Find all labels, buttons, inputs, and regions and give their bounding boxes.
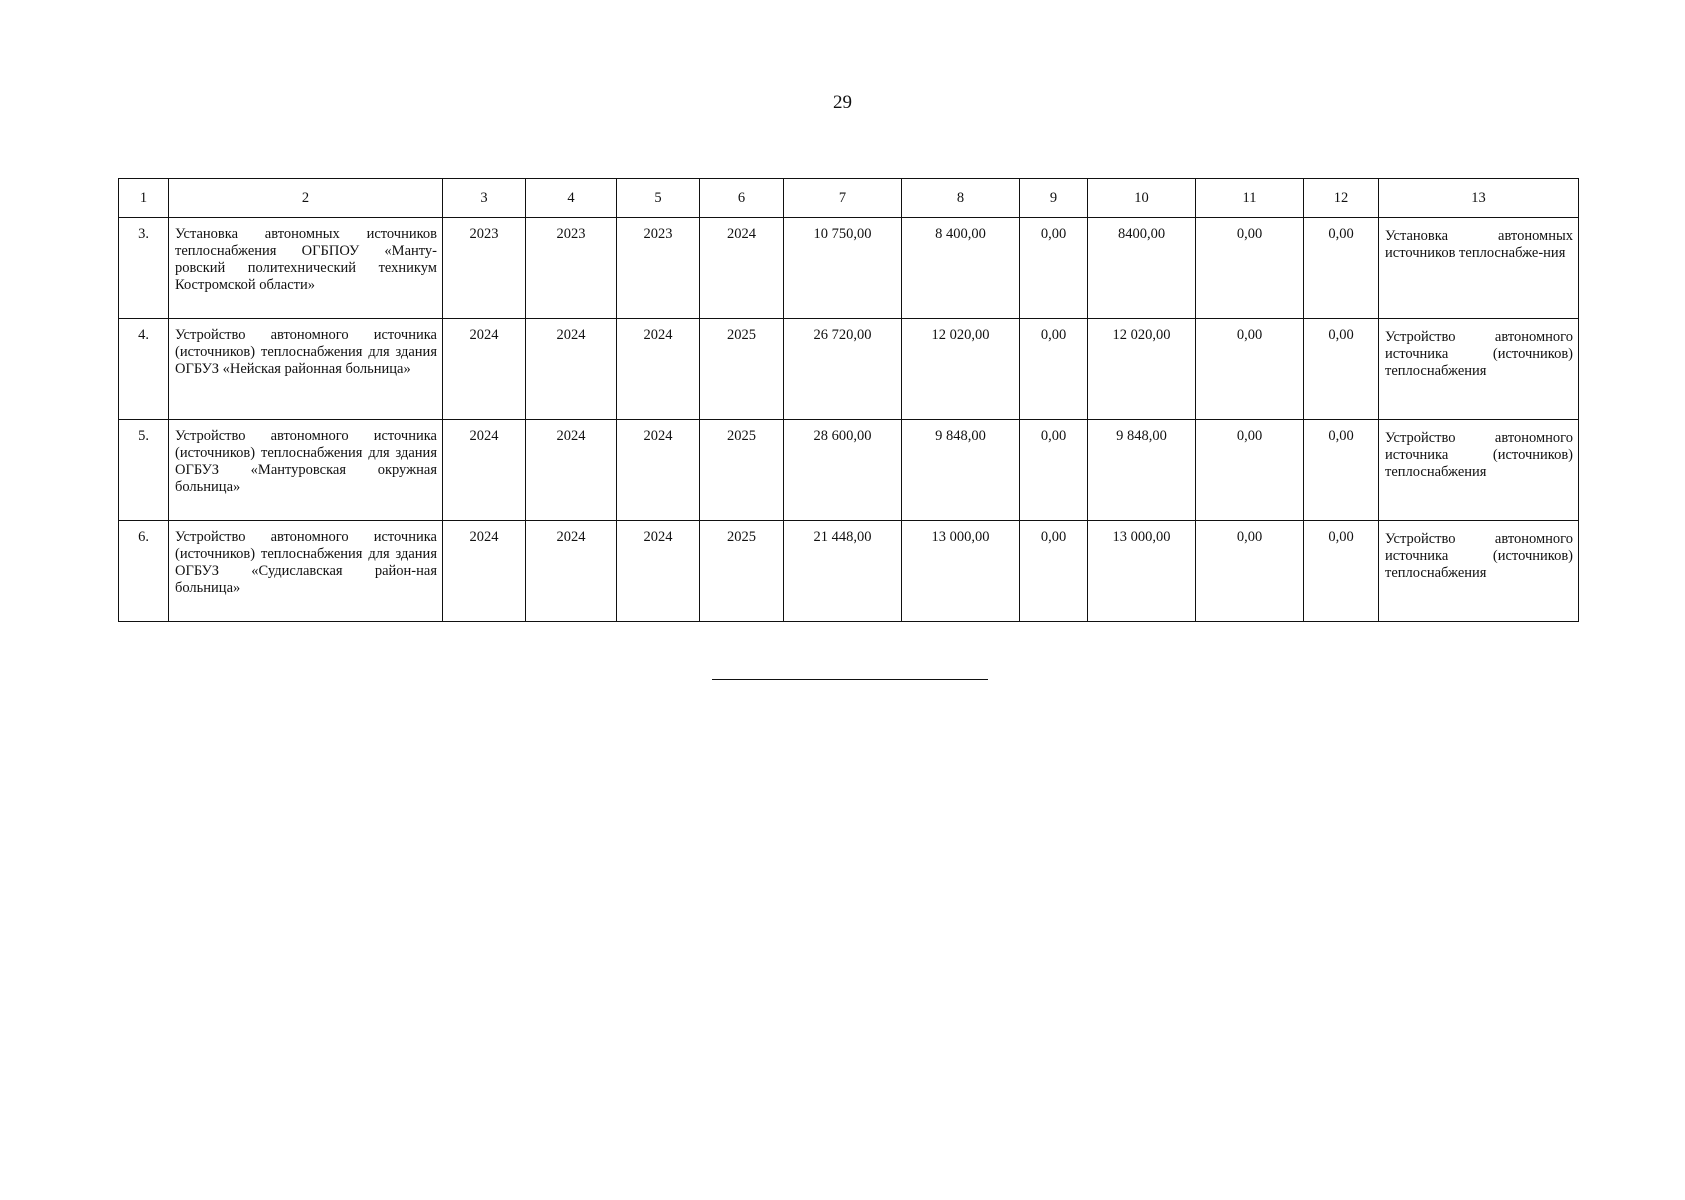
row-note: Установка автономных источников теплоснабже-ния	[1379, 218, 1579, 319]
row-description: Устройство автономного источника (источников) теплоснабжения для здания ОГБУЗ «Нейская районная больница»	[169, 319, 443, 420]
row-number: 4.	[119, 319, 169, 420]
cell-col-7: 10 750,00	[784, 218, 902, 319]
cell-col-10: 9 848,00	[1088, 420, 1196, 521]
cell-col-6: 2025	[700, 319, 784, 420]
cell-col-5: 2023	[617, 218, 700, 319]
cell-col-12: 0,00	[1304, 218, 1379, 319]
cell-col-6: 2025	[700, 521, 784, 622]
cell-col-8: 12 020,00	[902, 319, 1020, 420]
data-table	[118, 178, 1579, 622]
cell-col-9: 0,00	[1020, 218, 1088, 319]
cell-col-12: 0,00	[1304, 319, 1379, 420]
end-rule	[712, 679, 988, 680]
cell-col-9: 0,00	[1020, 521, 1088, 622]
header-cell: 9	[1020, 179, 1088, 218]
cell-col-5: 2024	[617, 521, 700, 622]
row-description: Устройство автономного источника (источников) теплоснабжения для здания ОГБУЗ «Мантуровская окружная больница»	[169, 420, 443, 521]
cell-col-11: 0,00	[1196, 420, 1304, 521]
row-number: 3.	[119, 218, 169, 319]
cell-col-4: 2024	[526, 319, 617, 420]
header-cell: 4	[526, 179, 617, 218]
row-number: 5.	[119, 420, 169, 521]
row-description: Устройство автономного источника (источников) теплоснабжения для здания ОГБУЗ «Судиславская район-ная больница»	[169, 521, 443, 622]
cell-col-7: 26 720,00	[784, 319, 902, 420]
cell-col-3: 2024	[443, 319, 526, 420]
header-cell: 12	[1304, 179, 1379, 218]
cell-col-11: 0,00	[1196, 319, 1304, 420]
cell-col-7: 28 600,00	[784, 420, 902, 521]
cell-col-11: 0,00	[1196, 521, 1304, 622]
header-cell: 10	[1088, 179, 1196, 218]
cell-col-9: 0,00	[1020, 420, 1088, 521]
cell-col-5: 2024	[617, 319, 700, 420]
header-cell: 6	[700, 179, 784, 218]
cell-col-3: 2024	[443, 420, 526, 521]
header-cell: 3	[443, 179, 526, 218]
cell-col-8: 8 400,00	[902, 218, 1020, 319]
cell-col-3: 2024	[443, 521, 526, 622]
header-row	[119, 179, 1579, 218]
cell-col-4: 2024	[526, 420, 617, 521]
cell-col-11: 0,00	[1196, 218, 1304, 319]
header-cell: 2	[169, 179, 443, 218]
cell-col-7: 21 448,00	[784, 521, 902, 622]
row-note: Устройство автономного источника (источников) теплоснабжения	[1379, 420, 1579, 521]
header-cell: 11	[1196, 179, 1304, 218]
table-row	[119, 319, 1579, 420]
cell-col-8: 9 848,00	[902, 420, 1020, 521]
table-row	[119, 521, 1579, 622]
cell-col-9: 0,00	[1020, 319, 1088, 420]
cell-col-4: 2024	[526, 521, 617, 622]
cell-col-10: 13 000,00	[1088, 521, 1196, 622]
cell-col-12: 0,00	[1304, 521, 1379, 622]
page-number: 29	[833, 92, 852, 113]
row-note: Устройство автономного источника (источников) теплоснабжения	[1379, 521, 1579, 622]
header-cell: 5	[617, 179, 700, 218]
table-row	[119, 218, 1579, 319]
header-cell: 13	[1379, 179, 1579, 218]
header-cell: 8	[902, 179, 1020, 218]
cell-col-6: 2025	[700, 420, 784, 521]
cell-col-10: 8400,00	[1088, 218, 1196, 319]
cell-col-4: 2023	[526, 218, 617, 319]
cell-col-5: 2024	[617, 420, 700, 521]
cell-col-8: 13 000,00	[902, 521, 1020, 622]
cell-col-3: 2023	[443, 218, 526, 319]
row-note: Устройство автономного источника (источников) теплоснабжения	[1379, 319, 1579, 420]
cell-col-10: 12 020,00	[1088, 319, 1196, 420]
cell-col-12: 0,00	[1304, 420, 1379, 521]
cell-col-6: 2024	[700, 218, 784, 319]
row-description: Установка автономных источников теплоснабжения ОГБПОУ «Манту-ровский политехнический техникум Костромской области»	[169, 218, 443, 319]
header-cell: 7	[784, 179, 902, 218]
header-cell: 1	[119, 179, 169, 218]
row-number: 6.	[119, 521, 169, 622]
table-row	[119, 420, 1579, 521]
